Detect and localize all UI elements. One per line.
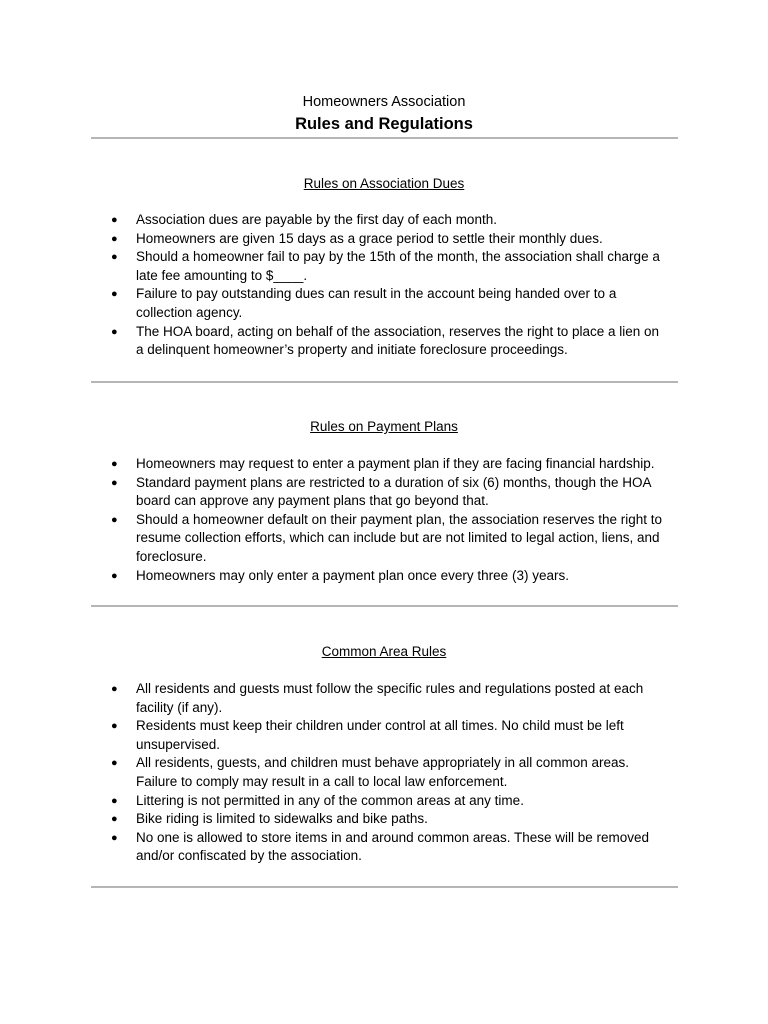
- bullet-icon: ●: [111, 757, 118, 770]
- bullet-icon: ●: [111, 325, 118, 338]
- list-item: [108, 810, 683, 829]
- list-item-text: The HOA board, acting on behalf of the association, reserves the right to place a lien on a delinquent homeowner’s property and initiate foreclosure proceedings.: [136, 323, 660, 358]
- list-item-text: No one is allowed to store items in and around common areas. These will be removed and/or confiscated by the association.: [136, 829, 650, 864]
- bullet-icon: ●: [111, 794, 118, 807]
- list-item: [108, 474, 683, 511]
- bullet-icon: ●: [111, 720, 118, 733]
- list-item: [108, 829, 683, 866]
- bullet-icon: ●: [111, 288, 118, 301]
- section-divider: [91, 886, 678, 888]
- list-item-text: All residents and guests must follow the specific rules and regulations posted at each facility (if any).: [136, 681, 644, 715]
- bullet-icon: ●: [111, 251, 118, 264]
- list-item: [108, 792, 683, 811]
- section-divider: [91, 381, 678, 383]
- list-item-text: Homeowners are given 15 days as a grace period to settle their monthly dues.: [136, 230, 603, 246]
- list-item: [108, 211, 683, 230]
- list-item-text: Residents must keep their children under control at all times. No child must be left unsupervised.: [136, 718, 624, 752]
- bullet-icon: ●: [111, 831, 118, 844]
- section-heading-common-area: Common Area Rules: [321, 644, 447, 659]
- list-item-text: All residents, guests, and children must behave appropriately in all common areas. Failure to comply may result in a call to local law enforcement.: [136, 755, 630, 789]
- bullet-icon: ●: [111, 569, 118, 582]
- header-divider: [91, 137, 678, 139]
- list-item-text: Bike riding is limited to sidewalks and bike paths.: [136, 811, 428, 827]
- bullet-icon: ●: [111, 458, 118, 470]
- association-dues-list: [108, 211, 683, 360]
- list-item: [108, 680, 683, 717]
- list-item: [108, 717, 683, 754]
- list-item: [108, 511, 683, 567]
- payment-plans-list: [108, 455, 683, 585]
- bullet-icon: ●: [111, 683, 118, 695]
- list-item: [108, 567, 683, 586]
- list-item-text: Homeowners may only enter a payment plan once every three (3) years.: [136, 567, 569, 583]
- section-heading-payment-plans: Rules on Payment Plans: [310, 419, 458, 434]
- list-item-text: Littering is not permitted in any of the common areas at any time.: [136, 792, 524, 808]
- common-area-list: [108, 680, 683, 866]
- list-item-text: Should a homeowner fail to pay by the 15th of the month, the association shall charge a late fee amounting to $____.: [136, 249, 660, 283]
- list-item-text: Homeowners may request to enter a payment plan if they are facing financial hardship.: [136, 456, 655, 471]
- list-item: [108, 754, 683, 791]
- list-item-text: Association dues are payable by the first day of each month.: [136, 212, 497, 227]
- list-item: [108, 230, 683, 249]
- document-title: Rules and Regulations: [295, 115, 473, 133]
- organization-name: Homeowners Association: [302, 94, 466, 110]
- bullet-icon: ●: [111, 232, 118, 245]
- bullet-icon: ●: [111, 513, 118, 526]
- section-divider: [91, 605, 678, 607]
- list-item-text: Should a homeowner default on their payment plan, the association reserves the right to resume collection efforts, which can include but are not limited to legal action, liens, and foreclosure.: [136, 511, 663, 564]
- list-item: [108, 285, 683, 322]
- list-item: [108, 248, 683, 285]
- list-item-text: Standard payment plans are restricted to a duration of six (6) months, though the HOA board can approve any payment plans that go beyond that.: [136, 474, 652, 509]
- list-item-text: Failure to pay outstanding dues can result in the account being handed over to a collection agency.: [136, 286, 617, 320]
- section-heading-association-dues: Rules on Association Dues: [303, 176, 465, 191]
- list-item: [108, 323, 683, 360]
- bullet-icon: ●: [111, 813, 118, 826]
- bullet-icon: ●: [111, 476, 118, 489]
- list-item: [108, 455, 683, 474]
- bullet-icon: ●: [111, 214, 118, 226]
